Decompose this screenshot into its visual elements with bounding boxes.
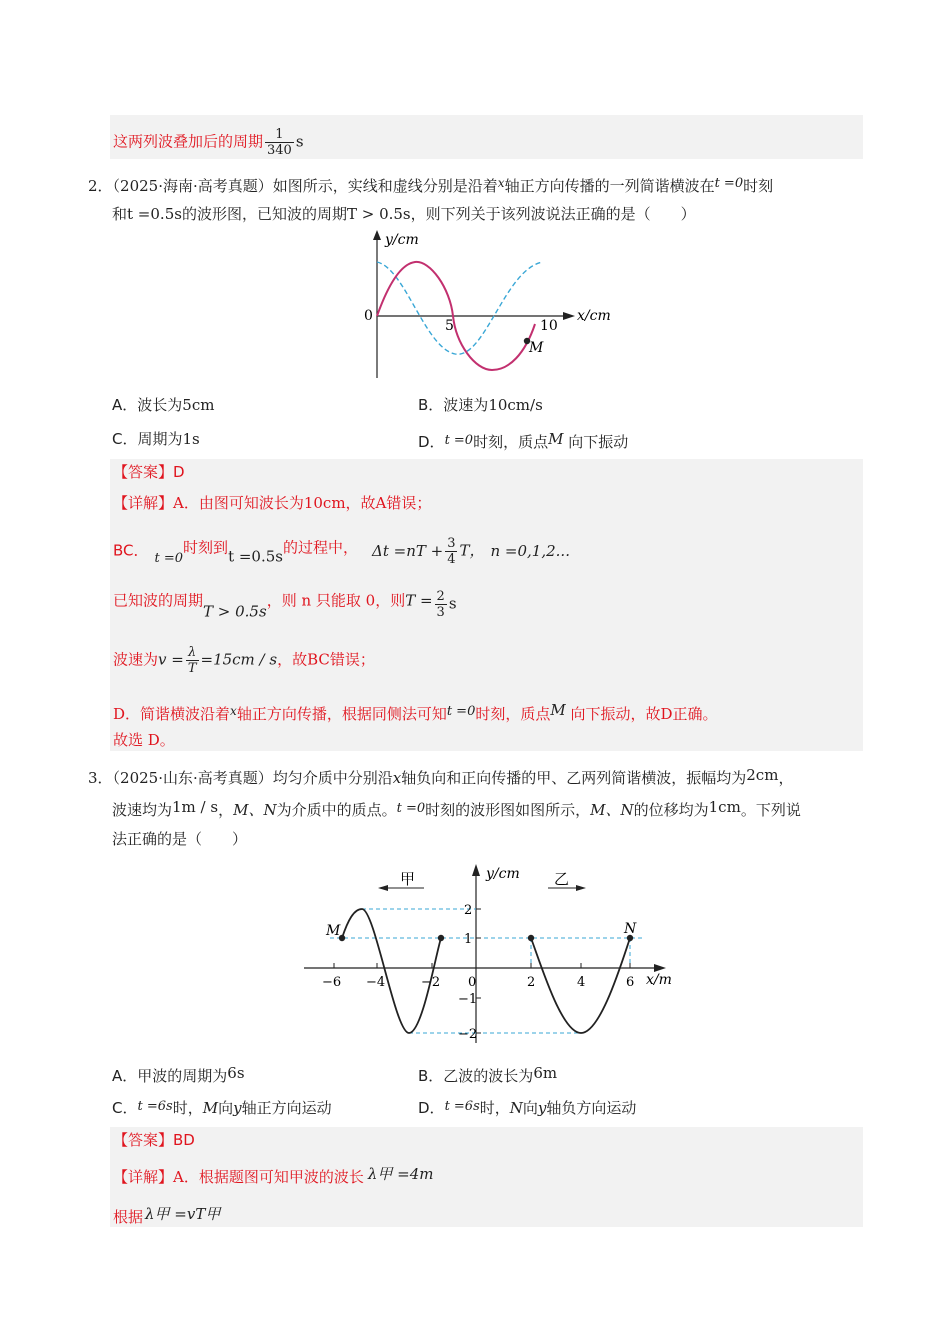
q3-option-D[interactable]: D．t =6s时，N向y轴负方向运动 [418,1099,637,1117]
q3-detail-line1: 【详解】A．根据题图可知甲波的波长 λ甲 =4m [113,1165,434,1186]
q3-answer-line: 【答案】BD [113,1131,195,1149]
q3-xtick-6: 6 [626,975,635,990]
q3-option-A[interactable]: A．甲波的周期为6s [112,1064,245,1085]
q2-option-A[interactable]: A．波长为5cm [112,396,215,414]
q2-option-C[interactable]: C．周期为1s [112,430,200,448]
q2-v-fraction: $\frac{\lambda}{T}$ [187,645,197,676]
q3-xtick-m4: −4 [366,975,386,990]
q3-stem-line3: 法正确的是（ ） [112,830,248,848]
q2-option-B[interactable]: B．波速为10cm/s [418,396,543,414]
q3-point-left-end [438,935,444,941]
q2-detail-line5: D．简谐横波沿着$^x$轴正方向传播，根据同侧法可知t =0时刻，质点M 向下振动，故D正确。 [113,701,718,723]
q3-N-label: N [624,921,637,937]
q2-M-label: M [529,340,544,356]
q2-y-label: y/cm [385,232,419,248]
q3-M-label: M [326,923,341,939]
q3-y-arrow [472,864,480,876]
q3-xtick-2: 2 [527,975,536,990]
q3-jia-label: 甲 [400,870,416,888]
q2-bc-fraction: $\frac{3}{4}$ [447,536,456,567]
q2-option-D[interactable]: D．t =0时刻，质点M 向下振动 [418,430,629,451]
q3-wave-jia [342,909,441,1033]
q2-stem-line2: 和t =0.5s的波形图，已知波的周期T > 0.5s，则下列关于该列波说法正确的是（ ） [112,205,696,223]
q3-stem-line1: 3．（2025·山东·高考真题）均匀介质中分别沿x轴负向和正向传播的甲、乙两列简谐横波，振幅均为2cm， [88,766,794,787]
q3-ytick-1: 1 [464,932,473,947]
q3-xtick-0: 0 [468,975,477,990]
q3-x-arrow [654,964,666,972]
q2-wave-figure [355,228,620,383]
q2-answer-line: 【答案】D [113,463,185,481]
q2-T-fraction: $\frac{2}{3}$ [436,589,445,620]
q3-xtick-m2: −2 [421,975,441,990]
q2-detail-line1: 【详解】A．由图可知波长为10cm，故A错误； [113,494,432,512]
q2-detail-line6: 故选 D。 [113,731,175,749]
q3-x-label: x/m [646,972,672,988]
q2-x-label: x/cm [577,308,611,324]
q3-xtick-4: 4 [577,975,586,990]
q3-ytick-2: 2 [464,903,473,918]
q3-option-C[interactable]: C．t =6s时，M向y轴正方向运动 [112,1099,332,1117]
q3-y-label: y/cm [486,866,520,882]
q2-detail-line4: 波速为v = $\frac{\lambda}{T}$ =15cm / s，故BC错误； [113,645,375,676]
q3-ytick-m1: −1 [458,992,478,1007]
q3-wave-figure [300,858,680,1048]
q3-xtick-m6: −6 [322,975,342,990]
q2-stem-line1: 2．（2025·海南·高考真题）如图所示，实线和虚线分别是沿着$^x$轴正方向传播的一列简谐横波在t =0时刻 [88,176,774,195]
q2-detail-line3: 已知波的周期T > 0.5s，则 n 只能取 0，则T = $\frac{2}{3}$ s [113,589,457,621]
q3-option-B[interactable]: B．乙波的波长为6m [418,1064,558,1085]
top-answer-line: 这两列波叠加后的周期 $\frac{1}{340}$ s [113,127,304,158]
q3-yi-label: 乙 [554,870,570,888]
q2-y-arrow [373,230,381,240]
q3-detail-line2: 根据 λ甲 =vT甲 [113,1205,221,1226]
q2-tick-10: 10 [540,318,558,334]
q3-stem-line2: 波速均为1m / s，M、N为介质中的质点。t =0时刻的波形图如图所示，M、N的位移均为1cm。下列说 [112,798,801,819]
q2-origin-label: 0 [364,308,373,324]
q2-tick-5: 5 [445,318,454,334]
q3-point-right-start [528,935,534,941]
q3-ytick-m2: −2 [458,1027,478,1042]
q2-detail-line2: BC． t =0时刻到t =0.5s的过程中， Δt =nT + $\frac{3}{4}$ T， n =0,1,2... [113,536,570,567]
q2-x-arrow [563,312,575,320]
top-fraction: $\frac{1}{340}$ [267,127,292,158]
